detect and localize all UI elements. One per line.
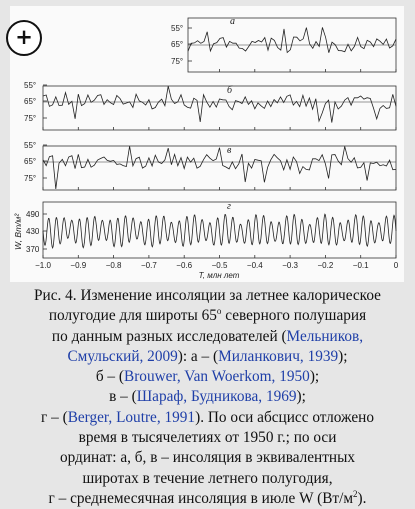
x-tick-label: −0.9 xyxy=(70,261,87,270)
caption-line: ). По оси абсцисс отложено xyxy=(195,408,374,426)
y-tick-label: 490 xyxy=(26,210,40,219)
plus-icon: + xyxy=(15,24,33,49)
reference-link[interactable]: Мельников, xyxy=(286,327,364,345)
x-axis xyxy=(35,261,399,280)
y-tick-label: 65° xyxy=(171,40,184,49)
y-tick-label: 55° xyxy=(24,81,37,90)
reference-link[interactable]: Смульский, 2009 xyxy=(67,347,178,365)
y-tick-label: 75° xyxy=(24,174,37,183)
x-tick-label: −1.0 xyxy=(35,261,51,270)
x-tick-label: −0.8 xyxy=(105,261,122,270)
degree-superscript: о xyxy=(216,306,222,317)
panel-letter: в xyxy=(227,145,232,156)
caption-line: полугодие для широты 65 xyxy=(48,307,217,325)
caption-line: ): а – ( xyxy=(177,347,219,365)
panel-frame xyxy=(43,86,396,130)
figure-image xyxy=(10,6,404,282)
caption-line: ); xyxy=(309,368,320,386)
panel-letter: б xyxy=(227,85,233,96)
reference-link[interactable]: Berger, Loutre, 1991 xyxy=(67,408,196,426)
x-tick-label: −0.1 xyxy=(352,261,369,270)
data-series-line xyxy=(43,214,396,248)
x-tick-label: 0 xyxy=(393,261,399,270)
panel-g xyxy=(13,201,396,258)
reference-link[interactable]: Шараф, Будникова, 1969 xyxy=(136,388,297,406)
y-tick-label: 55° xyxy=(171,24,184,33)
caption-line: широтах в течение летнего полугодия, xyxy=(82,469,333,487)
caption-line: ). xyxy=(357,489,367,507)
y-tick-label: 370 xyxy=(26,245,40,254)
caption-line: Рис. 4. Изменение инсоляции за летнее калорическое xyxy=(34,287,381,304)
zoom-in-button[interactable] xyxy=(6,20,42,56)
caption-line: по данным разных исследователей ( xyxy=(51,327,287,345)
figure-caption xyxy=(8,286,407,509)
y-axis-label: W, Вт/м² xyxy=(13,213,23,250)
panel-letter: а xyxy=(230,16,235,27)
panel-b xyxy=(24,81,396,130)
panel-v xyxy=(24,141,396,190)
panel-letter: г xyxy=(227,201,231,212)
panel-frame xyxy=(43,146,396,190)
caption-line: в – ( xyxy=(109,388,137,406)
caption-line: ординат: а, б, в – инсоляция в эквивалентных xyxy=(59,449,356,467)
x-axis-label: T, млн лет xyxy=(198,271,240,280)
caption-line: ); xyxy=(296,388,306,406)
caption-line: б – ( xyxy=(95,368,124,386)
caption-line: ); xyxy=(338,347,348,365)
y-tick-label: 65° xyxy=(24,157,37,166)
caption-line: г – ( xyxy=(41,408,68,426)
x-tick-label: −0.3 xyxy=(282,261,298,270)
reference-link[interactable]: Миланкович, 1939 xyxy=(218,347,339,365)
x-tick-label: −0.4 xyxy=(246,261,263,270)
y-tick-label: 75° xyxy=(24,114,37,123)
data-series-line xyxy=(43,86,396,123)
caption-line: время в тысячелетиях от 1950 г.; по оси xyxy=(78,429,337,447)
reference-link[interactable]: Brouwer, Van Woerkom, 1950 xyxy=(124,368,310,386)
caption-line: северного полушария xyxy=(221,307,367,325)
x-tick-label: −0.2 xyxy=(317,261,334,270)
unit-superscript: 2 xyxy=(353,488,358,499)
panel-a xyxy=(171,16,396,72)
y-tick-label: 65° xyxy=(24,97,37,106)
x-tick-label: −0.7 xyxy=(141,261,157,270)
x-tick-label: −0.5 xyxy=(211,261,228,270)
insolation-figure xyxy=(10,6,404,282)
caption-line: г – среднемесячная инсоляция в июле W (Вт/м xyxy=(48,489,354,507)
y-tick-label: 55° xyxy=(24,141,37,150)
x-tick-label: −0.6 xyxy=(176,261,193,270)
data-series-line xyxy=(188,27,396,52)
y-tick-label: 430 xyxy=(26,227,40,236)
data-series-line xyxy=(43,146,396,189)
y-tick-label: 75° xyxy=(171,57,184,66)
